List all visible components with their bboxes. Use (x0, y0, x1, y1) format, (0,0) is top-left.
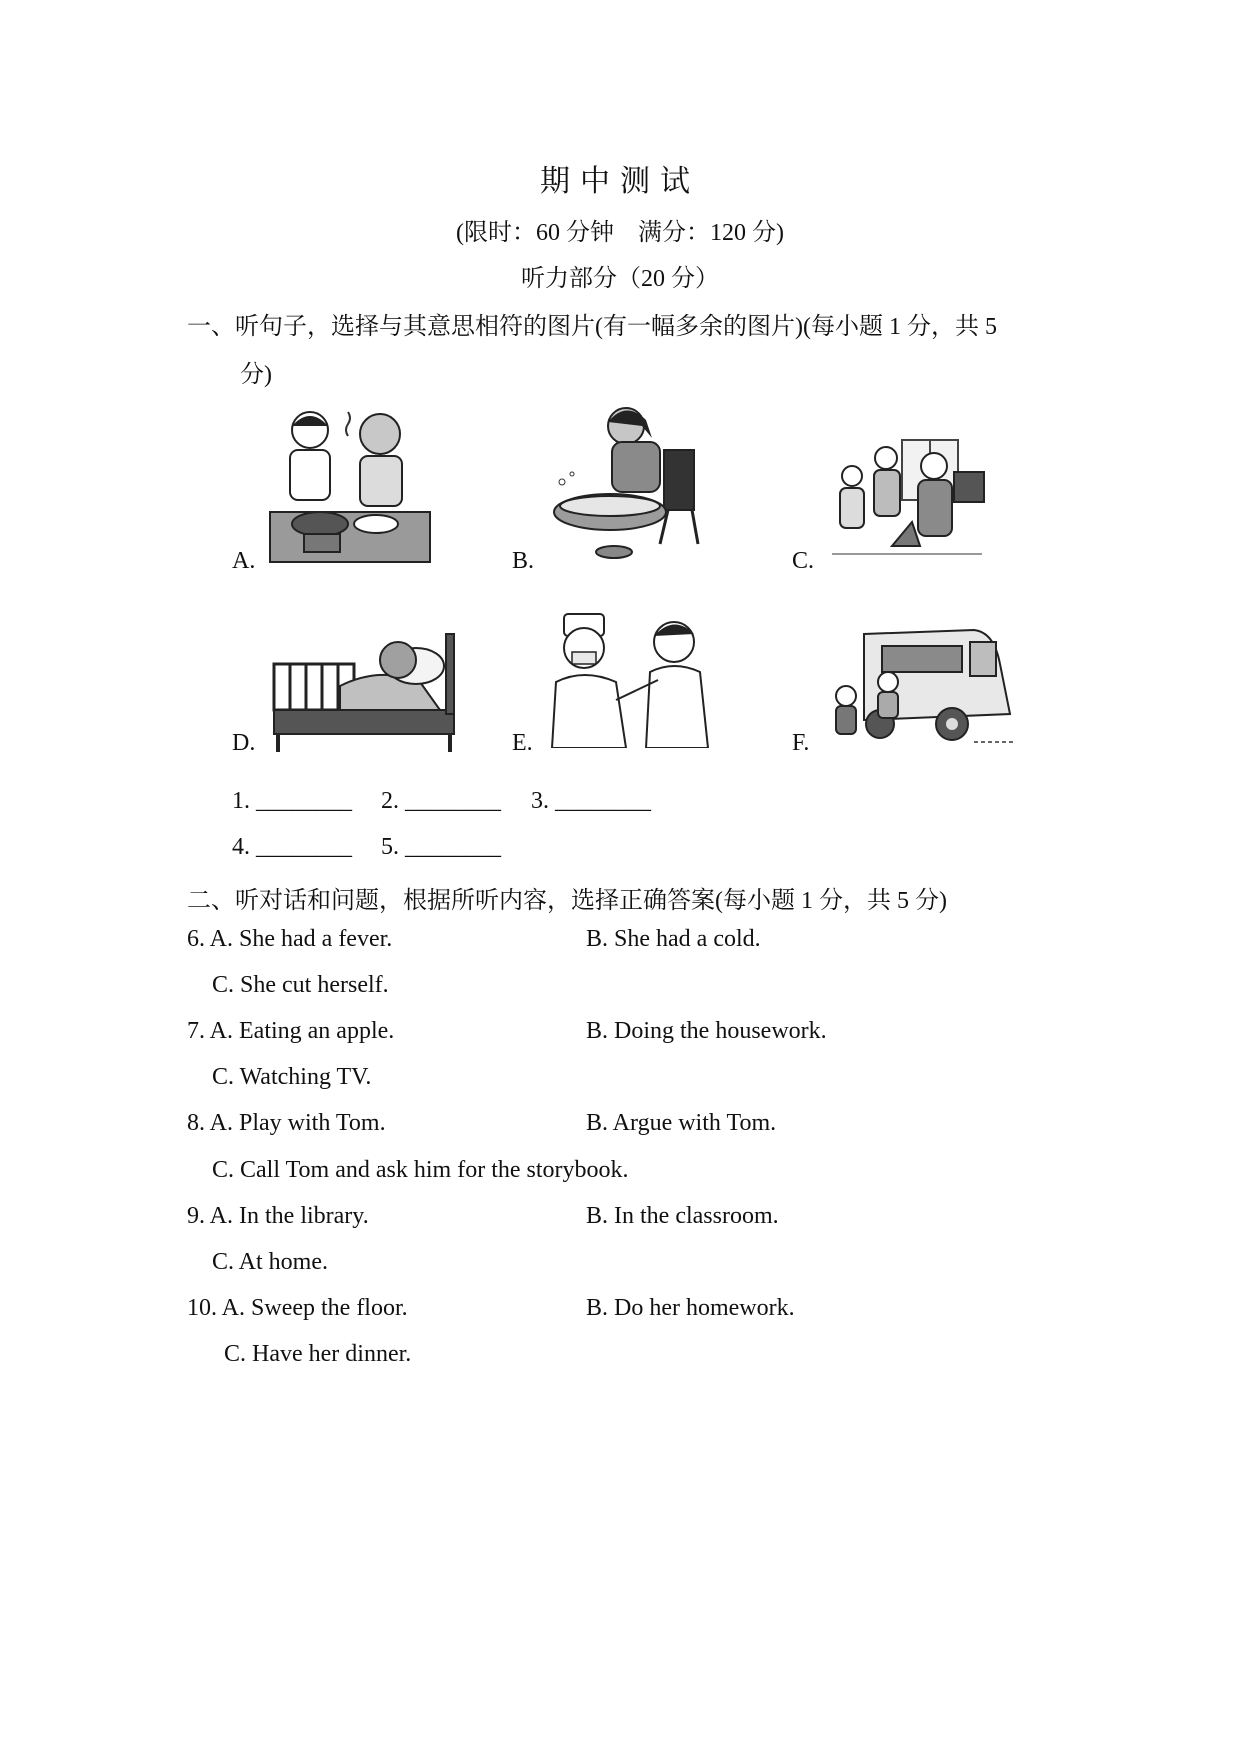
picture-label-e: E. (512, 730, 533, 756)
exam-info: (限时：60 分钟 满分：120 分) (456, 220, 784, 246)
q8-option-b: B. Argue with Tom. (586, 1110, 777, 1136)
answer-blank-1[interactable]: 1. ________ (232, 788, 352, 814)
answer-blank-2[interactable]: 2. ________ (381, 788, 501, 814)
q10-option-c: C. Have her dinner. (224, 1341, 412, 1367)
part-title: 听力部分（20 分） (521, 266, 719, 292)
q8-option-c: C. Call Tom and ask him for the storybook. (212, 1157, 629, 1183)
answer-blank-4[interactable]: 4. ________ (232, 834, 352, 860)
q9-option-a: 9. A. In the library. (187, 1203, 369, 1229)
doctor-and-boy-icon (546, 608, 726, 748)
q10-option-b: B. Do her homework. (586, 1295, 795, 1321)
girl-washing-clothes-icon (548, 404, 718, 568)
q9-option-c: C. At home. (212, 1249, 329, 1275)
picture-label-b: B. (512, 548, 535, 574)
section1-heading-cont: 分) (240, 362, 272, 388)
cooking-children-icon (268, 408, 434, 568)
q7-option-b: B. Doing the housework. (586, 1018, 827, 1044)
picture-label-c: C. (792, 548, 815, 574)
section1-heading: 一、听句子，选择与其意思相符的图片(有一幅多余的图片)(每小题 1 分，共 5 (187, 314, 997, 340)
picture-label-a: A. (232, 548, 256, 574)
answer-blank-5[interactable]: 5. ________ (381, 834, 501, 860)
family-cleaning-icon (822, 426, 990, 566)
answer-blank-3[interactable]: 3. ________ (531, 788, 651, 814)
q10-option-a: 10. A. Sweep the floor. (187, 1295, 408, 1321)
q6-option-a: 6. A. She had a fever. (187, 926, 393, 952)
q7-option-c: C. Watching TV. (212, 1064, 372, 1090)
picture-label-d: D. (232, 730, 256, 756)
q6-option-b: B. She had a cold. (586, 926, 761, 952)
q9-option-b: B. In the classroom. (586, 1203, 779, 1229)
q8-option-a: 8. A. Play with Tom. (187, 1110, 386, 1136)
q7-option-a: 7. A. Eating an apple. (187, 1018, 395, 1044)
q6-option-c: C. She cut herself. (212, 972, 389, 998)
picture-label-f: F. (792, 730, 810, 756)
sick-boy-in-bed-icon (270, 626, 458, 756)
children-bus-icon (824, 624, 1020, 750)
page-title: 期中测试 (540, 164, 700, 199)
section2-heading: 二、听对话和问题，根据所听内容，选择正确答案(每小题 1 分，共 5 分) (187, 888, 947, 914)
